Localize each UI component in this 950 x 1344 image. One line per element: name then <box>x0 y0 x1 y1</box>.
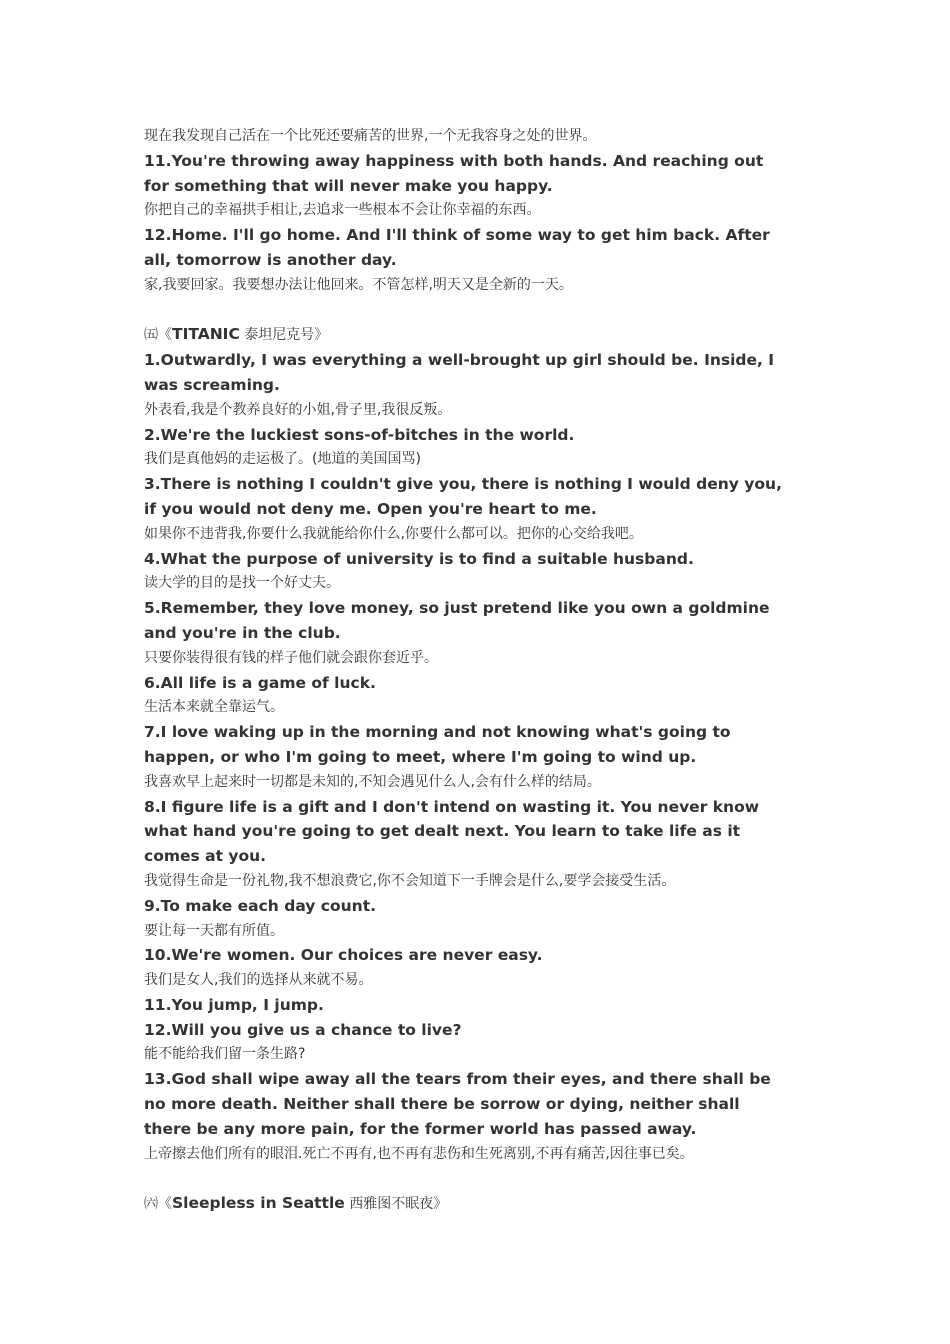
english-quote-line: happen, or who I'm going to meet, where I'm going to wind up. <box>144 747 697 766</box>
section-heading <box>144 1191 814 1217</box>
chinese-translation-line: 我们是真他妈的走运极了。(地道的美国国骂) <box>144 451 421 468</box>
english-quote-line: 6.All life is a game of luck. <box>144 673 376 692</box>
english-quote-line: 5.Remember, they love money, so just pretend like you own a goldmine <box>144 599 770 618</box>
chinese-translation-line: 我们是女人,我们的选择从来就不易。 <box>144 972 373 989</box>
chinese-translation-line: 能不能给我们留一条生路? <box>144 1046 306 1063</box>
heading-suffix: 西雅图不眠夜》 <box>344 1196 448 1213</box>
chinese-translation-line: 你把自己的幸福拱手相让,去追求一些根本不会让你幸福的东西。 <box>144 202 541 219</box>
heading-title: TITANIC <box>172 325 240 344</box>
section-heading <box>144 322 814 348</box>
english-quote-line: no more death. Neither shall there be sorrow or dying, neither shall <box>144 1095 740 1114</box>
chinese-translation-line: 读大学的目的是找一个好丈夫。 <box>144 575 340 592</box>
english-quote-line: 7.I love waking up in the morning and not knowing what's going to <box>144 723 731 742</box>
english-quote-line: comes at you. <box>144 847 267 866</box>
english-quote-line: 4.What the purpose of university is to find a suitable husband. <box>144 549 694 568</box>
heading-suffix: 泰坦尼克号》 <box>239 327 329 344</box>
chinese-translation-line: 要让每一天都有所值。 <box>144 922 284 939</box>
english-quote-line: what hand you're going to get dealt next. You learn to take life as it <box>144 822 741 841</box>
english-quote-line: 8.I figure life is a gift and I don't intend on wasting it. You never know <box>144 797 760 816</box>
heading-prefix: ㈤《 <box>144 327 172 344</box>
english-quote-line: 1.Outwardly, I was everything a well-brought up girl should be. Inside, I <box>144 351 775 370</box>
blank-line <box>144 1166 814 1191</box>
chinese-translation-line: 我觉得生命是一份礼物,我不想浪费它,你不会知道下一手牌会是什么,要学会接受生活。 <box>144 872 676 889</box>
english-quote-line: 11.You're throwing away happiness with both hands. And reaching out <box>144 151 764 170</box>
english-quote-line: 10.We're women. Our choices are never easy. <box>144 946 543 965</box>
chinese-translation-line: 我喜欢早上起来时一切都是未知的,不知会遇见什么人,会有什么样的结局。 <box>144 773 601 790</box>
english-quote-line: 2.We're the luckiest sons-of-bitches in the world. <box>144 425 575 444</box>
english-quote-line: and you're in the club. <box>144 623 341 642</box>
english-quote-line: was screaming. <box>144 375 280 394</box>
english-quote-line: 3.There is nothing I couldn't give you, there is nothing I would deny you, <box>144 475 782 494</box>
english-quote-line: 13.God shall wipe away all the tears from their eyes, and there shall be <box>144 1070 771 1089</box>
chinese-translation-line: 上帝擦去他们所有的眼泪.死亡不再有,也不再有悲伤和生死离别,不再有痛苦,因往事已矣。 <box>144 1145 694 1162</box>
english-quote-line: 9.To make each day count. <box>144 896 377 915</box>
chinese-translation-line: 家,我要回家。我要想办法让他回来。不管怎样,明天又是全新的一天。 <box>144 276 573 293</box>
english-quote-line: there be any more pain, for the former world has passed away. <box>144 1119 697 1138</box>
document-page <box>144 124 814 1217</box>
english-quote-line: for something that will never make you happy. <box>144 176 553 195</box>
chinese-translation-line: 只要你装得很有钱的样子他们就会跟你套近乎。 <box>144 649 438 666</box>
english-quote-line: 12.Home. I'll go home. And I'll think of some way to get him back. After <box>144 226 770 245</box>
chinese-translation-line: 外表看,我是个教养良好的小姐,骨子里,我很反叛。 <box>144 401 452 418</box>
english-quote-line: 11.You jump, I jump. <box>144 995 324 1014</box>
blank-line <box>144 298 814 323</box>
chinese-translation-line: 现在我发现自己活在一个比死还要痛苦的世界,一个无我容身之处的世界。 <box>144 128 597 144</box>
english-quote-line: 12.Will you give us a chance to live? <box>144 1020 462 1039</box>
english-quote-line: all, tomorrow is another day. <box>144 250 397 269</box>
heading-title: Sleepless in Seattle <box>172 1194 345 1213</box>
heading-prefix: ㈥《 <box>144 1196 172 1213</box>
english-quote-line: if you would not deny me. Open you're heart to me. <box>144 499 597 518</box>
chinese-translation-line: 生活本来就全靠运气。 <box>144 699 284 716</box>
chinese-translation-line: 如果你不违背我,你要什么我就能给你什么,你要什么都可以。把你的心交给我吧。 <box>144 525 643 542</box>
